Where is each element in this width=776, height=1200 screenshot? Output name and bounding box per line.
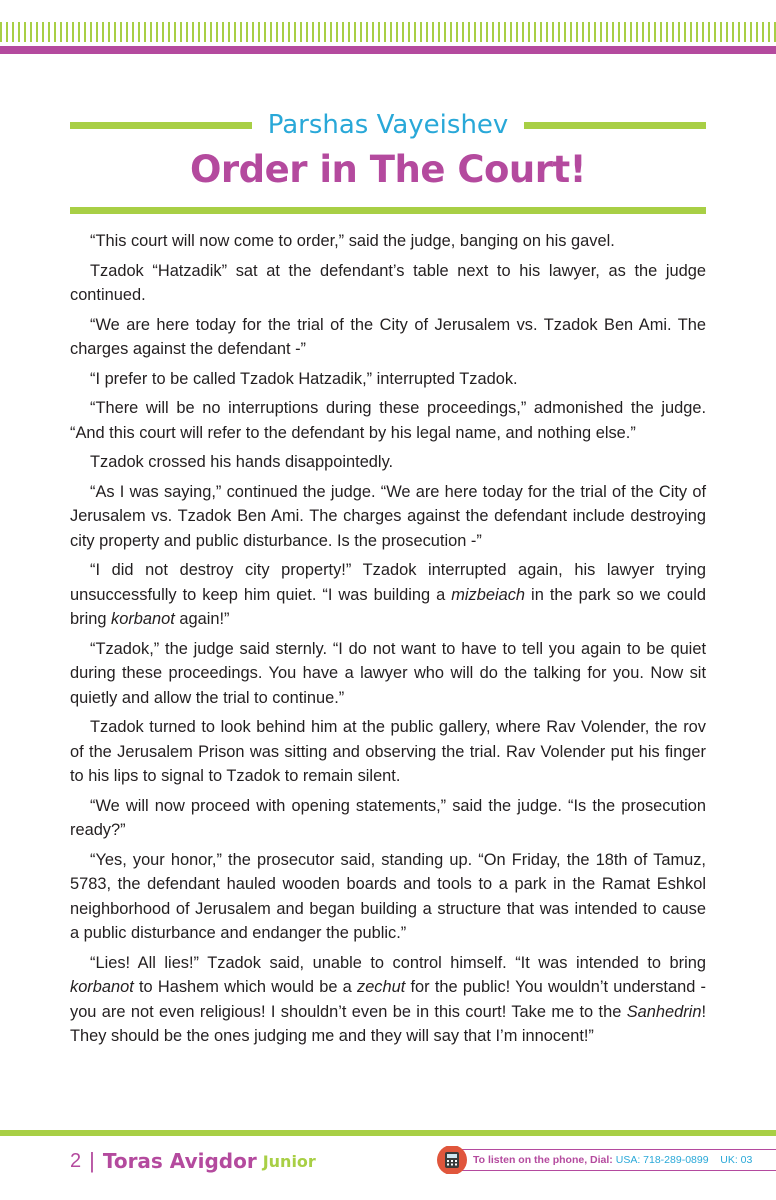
phone-label: To listen on the phone, Dial: bbox=[473, 1154, 613, 1166]
page-number: 2 bbox=[70, 1149, 82, 1172]
story-paragraph bbox=[70, 715, 706, 789]
paragraph-text: “Lies! All lies!” Tzadok said, unable to control himself. “It was intended to bring bbox=[90, 953, 706, 972]
paragraph-text: Tzadok “Hatzadik” sat at the defendant’s table next to his lawyer, as the judge continued. bbox=[70, 261, 706, 304]
subtitle-row bbox=[70, 105, 706, 145]
paragraph-text: “Yes, your honor,” the prosecutor said, standing up. “On Friday, the 18th of Tamuz, 5783, the defendant hauled wooden boards and tools to a park in the Ramat Eshkol neighborhood of Jerusalem and began building a structure that was intended to cause a public disturbance and endanger the public.” bbox=[70, 850, 706, 942]
paragraph-text: to Hashem which would be a bbox=[133, 978, 357, 996]
story-paragraph bbox=[70, 367, 706, 392]
story-paragraph bbox=[70, 848, 706, 946]
paragraph-text: “We will now proceed with opening statements,” said the judge. “Is the prosecution ready?” bbox=[70, 796, 706, 839]
paragraph-text: “We are here today for the trial of the City of Jerusalem vs. Tzadok Ben Ami. The charges against the defendant -” bbox=[70, 315, 706, 358]
article-header bbox=[70, 105, 706, 214]
story-paragraph bbox=[70, 794, 706, 843]
phone-info-box bbox=[437, 1146, 776, 1174]
italic-term: zechut bbox=[357, 978, 406, 996]
top-color-bar bbox=[0, 46, 776, 54]
paragraph-text: ! They should be the ones judging me and they will say that I’m innocent!” bbox=[70, 1002, 706, 1045]
paragraph-text: Tzadok crossed his hands disappointedly. bbox=[90, 453, 394, 471]
telephone-icon bbox=[437, 1146, 467, 1174]
italic-term: korbanot bbox=[111, 610, 175, 628]
footer bbox=[70, 1146, 316, 1176]
phone-usa-number[interactable]: USA: 718-289-0899 bbox=[615, 1154, 709, 1166]
story-paragraph bbox=[70, 259, 706, 308]
paragraph-text: “I did not destroy city property!” Tzadok interrupted again, his lawyer trying unsuccessfully to keep him quiet. “I was building a bbox=[70, 561, 706, 604]
subtitle-rule-left bbox=[70, 122, 252, 129]
paragraph-text: for the public! You wouldn’t understand - you are not even religious! I shouldn’t even be in this court! Take me to the bbox=[70, 978, 706, 1021]
paragraph-text: “There will be no interruptions during these proceedings,” admonished the judge. “And this court will refer to the defendant by his legal name, and nothing else.” bbox=[70, 399, 706, 442]
paragraph-text: in the park so we could bring bbox=[70, 585, 706, 628]
top-tick-border bbox=[0, 22, 776, 42]
story-paragraph bbox=[70, 229, 706, 254]
brand-junior: Junior bbox=[262, 1151, 316, 1171]
story-paragraph bbox=[70, 450, 706, 475]
story-paragraph bbox=[70, 951, 706, 1049]
italic-term: korbanot bbox=[70, 978, 134, 996]
parsha-subtitle: Parshas Vayeishev bbox=[267, 110, 509, 140]
footer-separator: | bbox=[89, 1148, 95, 1173]
page-title: Order in The Court! bbox=[189, 148, 587, 191]
subtitle-rule-right bbox=[524, 122, 706, 129]
footer-rule bbox=[0, 1130, 776, 1136]
story-paragraph bbox=[70, 637, 706, 711]
title-underline-rule bbox=[70, 207, 706, 214]
story-paragraph bbox=[70, 396, 706, 445]
story-paragraph bbox=[70, 313, 706, 362]
phone-uk-number[interactable]: UK: 03 bbox=[720, 1154, 753, 1166]
brand-name: Toras Avigdor bbox=[102, 1149, 257, 1173]
telephone-icon-graphic bbox=[444, 1151, 460, 1169]
italic-term: Sanhedrin bbox=[626, 1002, 702, 1021]
paragraph-text: again!” bbox=[174, 610, 230, 628]
paragraph-text: “Tzadok,” the judge said sternly. “I do not want to have to tell you again to be quiet during these proceedings. You have a lawyer who will do the talking for you. Now sit quietly and allow the trial to continue.” bbox=[70, 639, 706, 707]
story-paragraph bbox=[70, 558, 706, 632]
paragraph-text: Tzadok turned to look behind him at the public gallery, where Rav Volender, the rov of the Jerusalem Prison was sitting and observing the trial. Rav Volender put his finger to his lips to signal to Tzadok to remain silent. bbox=[70, 718, 706, 785]
phone-text bbox=[473, 1154, 752, 1166]
paragraph-text: “As I was saying,” continued the judge. “We are here today for the trial of the City of Jerusalem vs. Tzadok Ben Ami. The charges against the defendant include destroying city property and public disturbance. Is the prosecution -” bbox=[70, 482, 706, 550]
paragraph-text: “I prefer to be called Tzadok Hatzadik,” interrupted Tzadok. bbox=[90, 369, 518, 388]
story-paragraph bbox=[70, 480, 706, 554]
italic-term: mizbeiach bbox=[451, 585, 526, 604]
story-body bbox=[70, 229, 706, 1054]
paragraph-text: “This court will now come to order,” said the judge, banging on his gavel. bbox=[90, 232, 615, 250]
